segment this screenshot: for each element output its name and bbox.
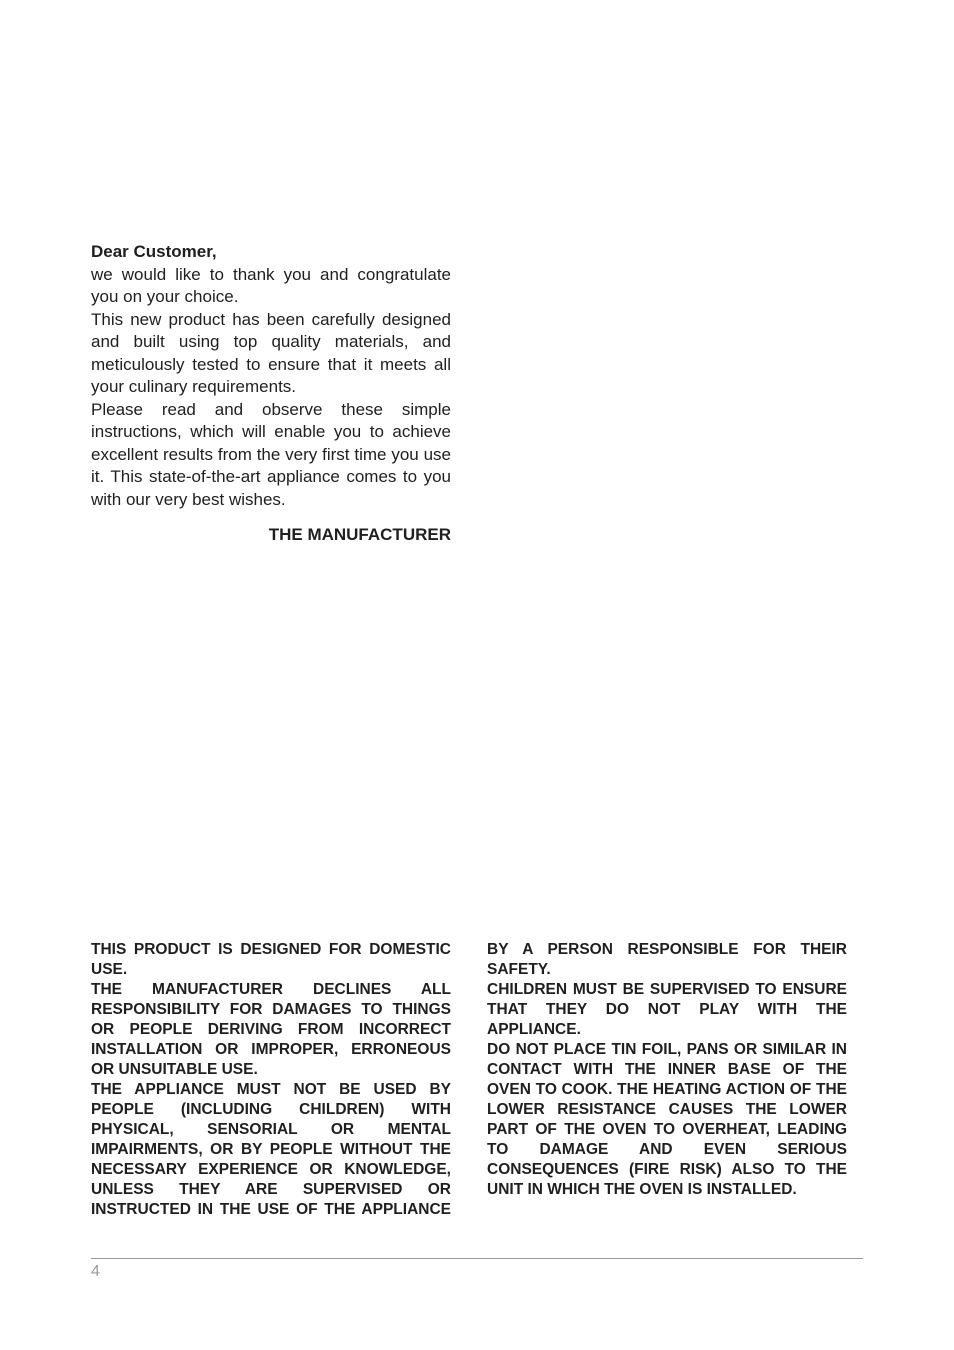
safety-warnings-right-column xyxy=(487,940,847,1200)
page-number: 4 xyxy=(91,1263,100,1280)
warning-paragraph: DO NOT PLACE TIN FOIL, PANS OR SIMILAR IN CONTACT WITH THE INNER BASE OF THE OVEN TO COOK. THE HEATING ACTION OF THE LOWER RESISTANCE CAUSES THE LOWER PART OF THE OVEN TO OVERHEAT, LEADING TO DAMAGE AND EVEN SERIOUS CONSEQUENCES (FIRE RISK) ALSO TO THE UNIT IN WHICH THE OVEN IS INSTALLED. xyxy=(487,1041,847,1198)
intro-paragraph: Please read and observe these simple instructions, which will enable you to achieve excellent results from the very first time you use it. This state-of-the-art appliance comes to you with our very best wishes. xyxy=(91,399,451,509)
warning-paragraph: CHILDREN MUST BE SUPERVISED TO ENSURE THAT THEY DO NOT PLAY WITH THE APPLIANCE. xyxy=(487,981,847,1038)
safety-warnings-left-column xyxy=(91,940,451,1220)
warning-paragraph: THIS PRODUCT IS DESIGNED FOR DOMESTIC USE. xyxy=(91,941,451,978)
signature: THE MANUFACTURER xyxy=(268,525,451,544)
warning-paragraph: THE APPLIANCE MUST NOT BE USED BY PEOPLE (INCLUDING CHILDREN) WITH PHYSICAL, SENSORIAL OR MENTAL IMPAIRMENTS, OR BY PEOPLE WITHOUT THE NECESSARY EXPERIENCE OR KNOWLEDGE, UNLESS THEY ARE SUPERVISED OR INSTRUCTED IN THE USE OF THE APPLIANCE xyxy=(91,1081,451,1218)
intro-paragraph: we would like to thank you and congratulate you on your choice. xyxy=(91,264,451,306)
greeting: Dear Customer, xyxy=(91,242,217,261)
footer-divider xyxy=(91,1258,863,1259)
warning-paragraph: THE MANUFACTURER DECLINES ALL RESPONSIBILITY FOR DAMAGES TO THINGS OR PEOPLE DERIVING FROM INCORRECT INSTALLATION OR IMPROPER, ERRONEOUS OR UNSUITABLE USE. xyxy=(91,981,451,1078)
warning-paragraph: BY A PERSON RESPONSIBLE FOR THEIR SAFETY. xyxy=(487,941,847,978)
intro-paragraph: This new product has been carefully designed and built using top quality materials, and meticulously tested to ensure that it meets all your culinary requirements. xyxy=(91,309,451,396)
intro-letter xyxy=(91,241,451,547)
